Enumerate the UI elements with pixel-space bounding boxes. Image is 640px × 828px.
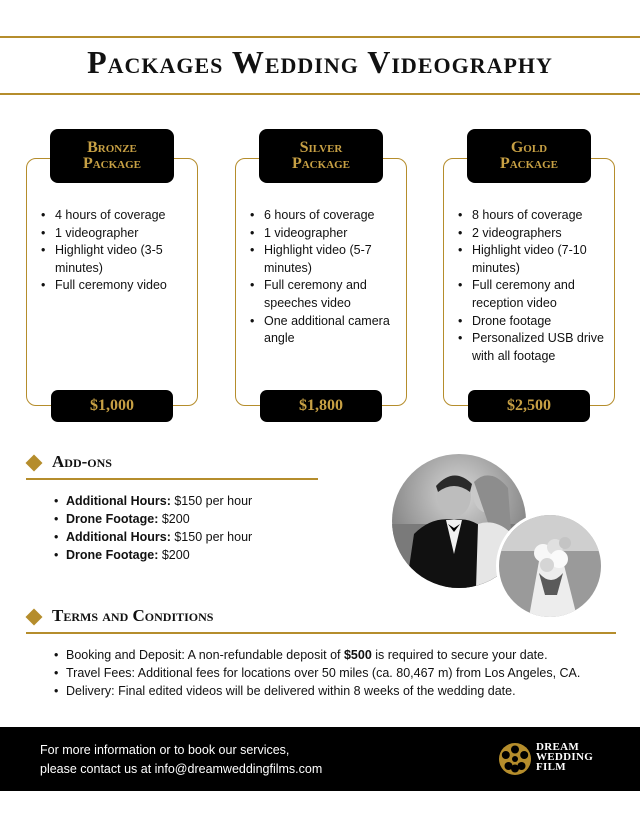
feature-item: • Personalized USB drive with all footage [444,330,612,365]
addon-item: • Additional Hours: $150 per hour [52,492,252,510]
package-name: Gold [510,139,548,156]
addons-underline [26,478,318,480]
package-badge [259,129,383,183]
header-bottom-rule [0,93,640,95]
package-name: Silver [299,139,343,156]
feature-item: • 2 videographers [444,225,612,243]
package-name: Package [499,155,559,172]
terms-underline [26,632,616,634]
contact-line: For more information or to book our services, [40,743,290,757]
addons-list [52,492,252,564]
package-badge [467,129,591,183]
brand-logo-text: DREAM WEDDING FILM [536,741,594,773]
diamond-bullet-icon [26,609,43,626]
footer-bar [0,727,640,791]
package-name: Bronze [87,139,137,156]
addon-item: • Drone Footage: $200 [52,546,252,564]
diamond-bullet-icon [26,455,43,472]
feature-item: • One additional camera angle [236,313,404,348]
feature-item: • Full ceremony and reception video [444,277,612,312]
feature-item: • 1 videographer [236,225,404,243]
feature-item: • Full ceremony and speeches video [236,277,404,312]
addon-item: • Drone Footage: $200 [52,510,252,528]
feature-item: • 8 hours of coverage [444,207,612,225]
package-badge [50,129,174,183]
terms-item: • Travel Fees: Additional fees for locations over 50 miles (ca. 80,467 m) from Los Angeles, CA. [52,664,580,682]
addons-title: Add-ons [52,452,112,471]
package-card-gold [443,139,615,414]
feature-list [444,207,612,365]
package-card-silver [235,139,407,414]
terms-item: • Delivery: Final edited videos will be delivered within 8 weeks of the wedding date. [52,682,580,700]
terms-title: Terms and Conditions [52,606,214,625]
feature-item: • Highlight video (5-7 minutes) [236,242,404,277]
film-reel-icon [498,742,532,776]
feature-item: • Drone footage [444,313,612,331]
price-badge: $2,500 [468,390,590,422]
package-card-bronze [26,139,198,414]
feature-list [236,207,404,348]
feature-item: • Highlight video (3-5 minutes) [27,242,195,277]
bouquet-photo [496,512,604,620]
feature-item: • 1 videographer [27,225,195,243]
addon-item: • Additional Hours: $150 per hour [52,528,252,546]
price-badge: $1,800 [260,390,382,422]
page-title: Packages Wedding Videography [87,44,553,80]
terms-item: • Booking and Deposit: A non-refundable deposit of $500 is required to secure your date. [52,646,580,664]
contact-text [40,741,322,779]
feature-item: • Highlight video (7-10 minutes) [444,242,612,277]
feature-item: • Full ceremony video [27,277,195,295]
terms-list [52,646,580,700]
contact-line: please contact us at info@dreamweddingfilms.com [40,762,323,776]
package-name: Package [82,155,142,172]
header-top-rule [0,36,640,38]
price-badge: $1,000 [51,390,173,422]
package-name: Package [291,155,351,172]
feature-item: • 6 hours of coverage [236,207,404,225]
feature-list [27,207,195,295]
feature-item: • 4 hours of coverage [27,207,195,225]
